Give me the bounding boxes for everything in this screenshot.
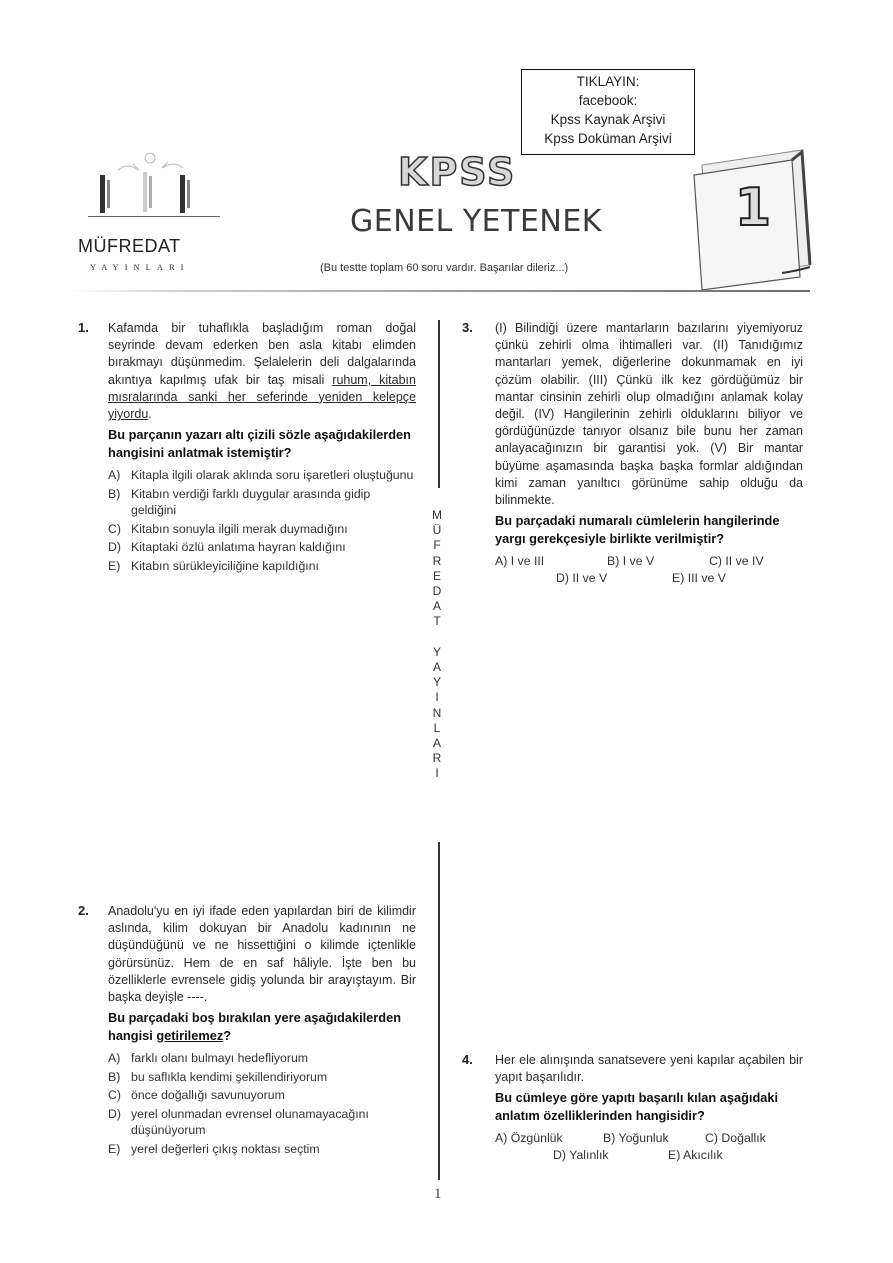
test-number: 1 xyxy=(734,178,772,238)
option-e[interactable]: E) Kitabın sürükleyiciliğine kapıldığını xyxy=(108,558,319,573)
option-d[interactable]: D) Kitaptaki özlü anlatıma hayran kaldığını xyxy=(108,540,346,555)
question-3-options xyxy=(495,554,803,590)
option-c[interactable]: C) Kitabın sonuyla ilgili merak duymadığını xyxy=(108,521,348,536)
question-4-options xyxy=(495,1131,803,1167)
page-number: 1 xyxy=(434,1186,442,1202)
option-e[interactable]: E) Akıcılık xyxy=(668,1148,723,1163)
question-2-text: Anadolu'yu en iyi ifade eden yapılardan biri de kilimdir aslında, kilim dokuyan bir Anadolu kadınının ne düşündüğünü ve ne hissettiğini o kilimde içtenlikle görürsünüz. Hem de en saf hâliyle. İşte ben bu özelliklerle evrensele gidiş yolunda bir arayıştayım. Bir başka deyişle ----. xyxy=(108,904,416,1005)
side-brand-vertical: M Ü F R E D A T Y A Y I N L A R I xyxy=(432,508,442,781)
publisher-subtitle: YAYINLARI xyxy=(90,262,190,272)
option-d[interactable]: D) Yalınlık xyxy=(553,1148,609,1163)
question-3 xyxy=(495,320,803,590)
question-1-options xyxy=(108,467,416,574)
question-2-options xyxy=(108,1050,416,1157)
option-b[interactable]: B) Yoğunluk xyxy=(603,1131,669,1146)
option-c[interactable]: C) önce doğallığı savunuyorum xyxy=(108,1088,285,1103)
question-1-number: 1. xyxy=(78,320,89,335)
question-1 xyxy=(108,320,416,576)
question-3-number: 3. xyxy=(462,320,473,335)
question-4-number: 4. xyxy=(462,1052,473,1067)
exam-title: KPSS xyxy=(398,150,517,194)
notice-box[interactable] xyxy=(521,69,695,155)
option-d[interactable]: D) II ve V xyxy=(556,571,608,586)
notice-line-3: Kpss Kaynak Arşivi xyxy=(550,112,666,127)
notice-line-1: TIKLAYIN: xyxy=(576,74,640,89)
option-b[interactable]: B) bu saflıkla kendimi şekillendiriyorum xyxy=(108,1069,328,1084)
option-d[interactable]: D) yerel olunmadan evrensel olunamayacağını düşünüyorum xyxy=(108,1106,369,1138)
question-2 xyxy=(108,903,416,1159)
option-a[interactable]: A) farklı olanı bulmayı hedefliyorum xyxy=(108,1051,309,1066)
question-3-stem: Bu parçadaki numaralı cümlelerin hangilerinde yargı gerekçesiyle birlikte verilmiştir? xyxy=(495,513,780,546)
option-b[interactable]: B) Kitabın verdiği farklı duygular arasında gidip geldiğini xyxy=(108,486,371,518)
header-rule xyxy=(70,290,810,292)
question-1-text: Kafamda bir tuhaflıkla başladığım roman doğal seyrinde devam ederken ben asla kitabı elimden bırakmayı düşünmedim. Şelalelerin deli dalgalarında akıntıya kapılmış ufak bir taş misali ruhum, kitabın mısralarında sanki her seferinde yeniden kelepçe yiyordu. xyxy=(108,321,416,422)
question-3-text: (I) Bilindiği üzere mantarların bazılarını yiyemiyoruz çünkü zehirli olma ihtimalleri var. (II) Tanıdığımız mantarları yemek, diğerlerine dokunmamak en iyi çözüm olabilir. (III) Çünkü ilk kez gördüğümüz bir mantar cinsinin zehirli olup olmadığını anlamak kolay değil. (IV) Hangilerinin zehirli olduklarını biliyor ve gördüğünüzde tanıyor olsanız bile bunu her zaman anlayacağınızın bir garantisi yok. (V) Bir mantar büyüme aşamasında başka başka formlar aldığından kimi zaman yanıltıcı görünüme sahip olduğu da bilinmekte. xyxy=(495,321,803,508)
option-e[interactable]: E) yerel değerleri çıkış noktası seçtim xyxy=(108,1141,320,1156)
column-divider-top xyxy=(438,320,440,488)
option-c[interactable]: C) Doğallık xyxy=(705,1131,766,1146)
option-a[interactable]: A) Kitapla ilgili olarak aklında soru işaretleri oluştuğunu xyxy=(108,468,414,483)
test-note: (Bu testte toplam 60 soru vardır. Başarılar dileriz...) xyxy=(320,262,569,274)
question-4 xyxy=(495,1052,803,1167)
notice-line-4: Kpss Doküman Arşivi xyxy=(544,131,672,146)
publisher-name: MÜFREDAT xyxy=(78,236,181,256)
underlined-phrase: ruhum, kitabın mısralarında sanki her seferinde yeniden kelepçe yiyordu xyxy=(108,372,416,422)
option-b[interactable]: B) I ve V xyxy=(607,554,655,569)
option-e[interactable]: E) III ve V xyxy=(672,571,726,586)
question-4-stem: Bu cümleye göre yapıtı başarılı kılan aşağıdaki anlatım özelliklerinden hangisidir? xyxy=(495,1090,779,1123)
option-a[interactable]: A) I ve III xyxy=(495,554,545,569)
question-2-number: 2. xyxy=(78,903,89,918)
question-2-stem: Bu parçadaki boş bırakılan yere aşağıdakilerden hangisi getirilemez? xyxy=(108,1010,402,1043)
option-a[interactable]: A) Özgünlük xyxy=(495,1131,563,1146)
subject-title: GENEL YETENEK xyxy=(350,204,602,239)
option-c[interactable]: C) II ve IV xyxy=(709,554,764,569)
notice-line-2: facebook: xyxy=(578,93,638,108)
question-1-stem: Bu parçanın yazarı altı çizili sözle aşağıdakilerden hangisini anlatmak istemiştir? xyxy=(108,427,411,460)
column-divider-bottom xyxy=(438,842,440,1180)
question-4-text: Her ele alınışında sanatsevere yeni kapılar açabilen bir yapıt başarılıdır. xyxy=(495,1053,803,1085)
